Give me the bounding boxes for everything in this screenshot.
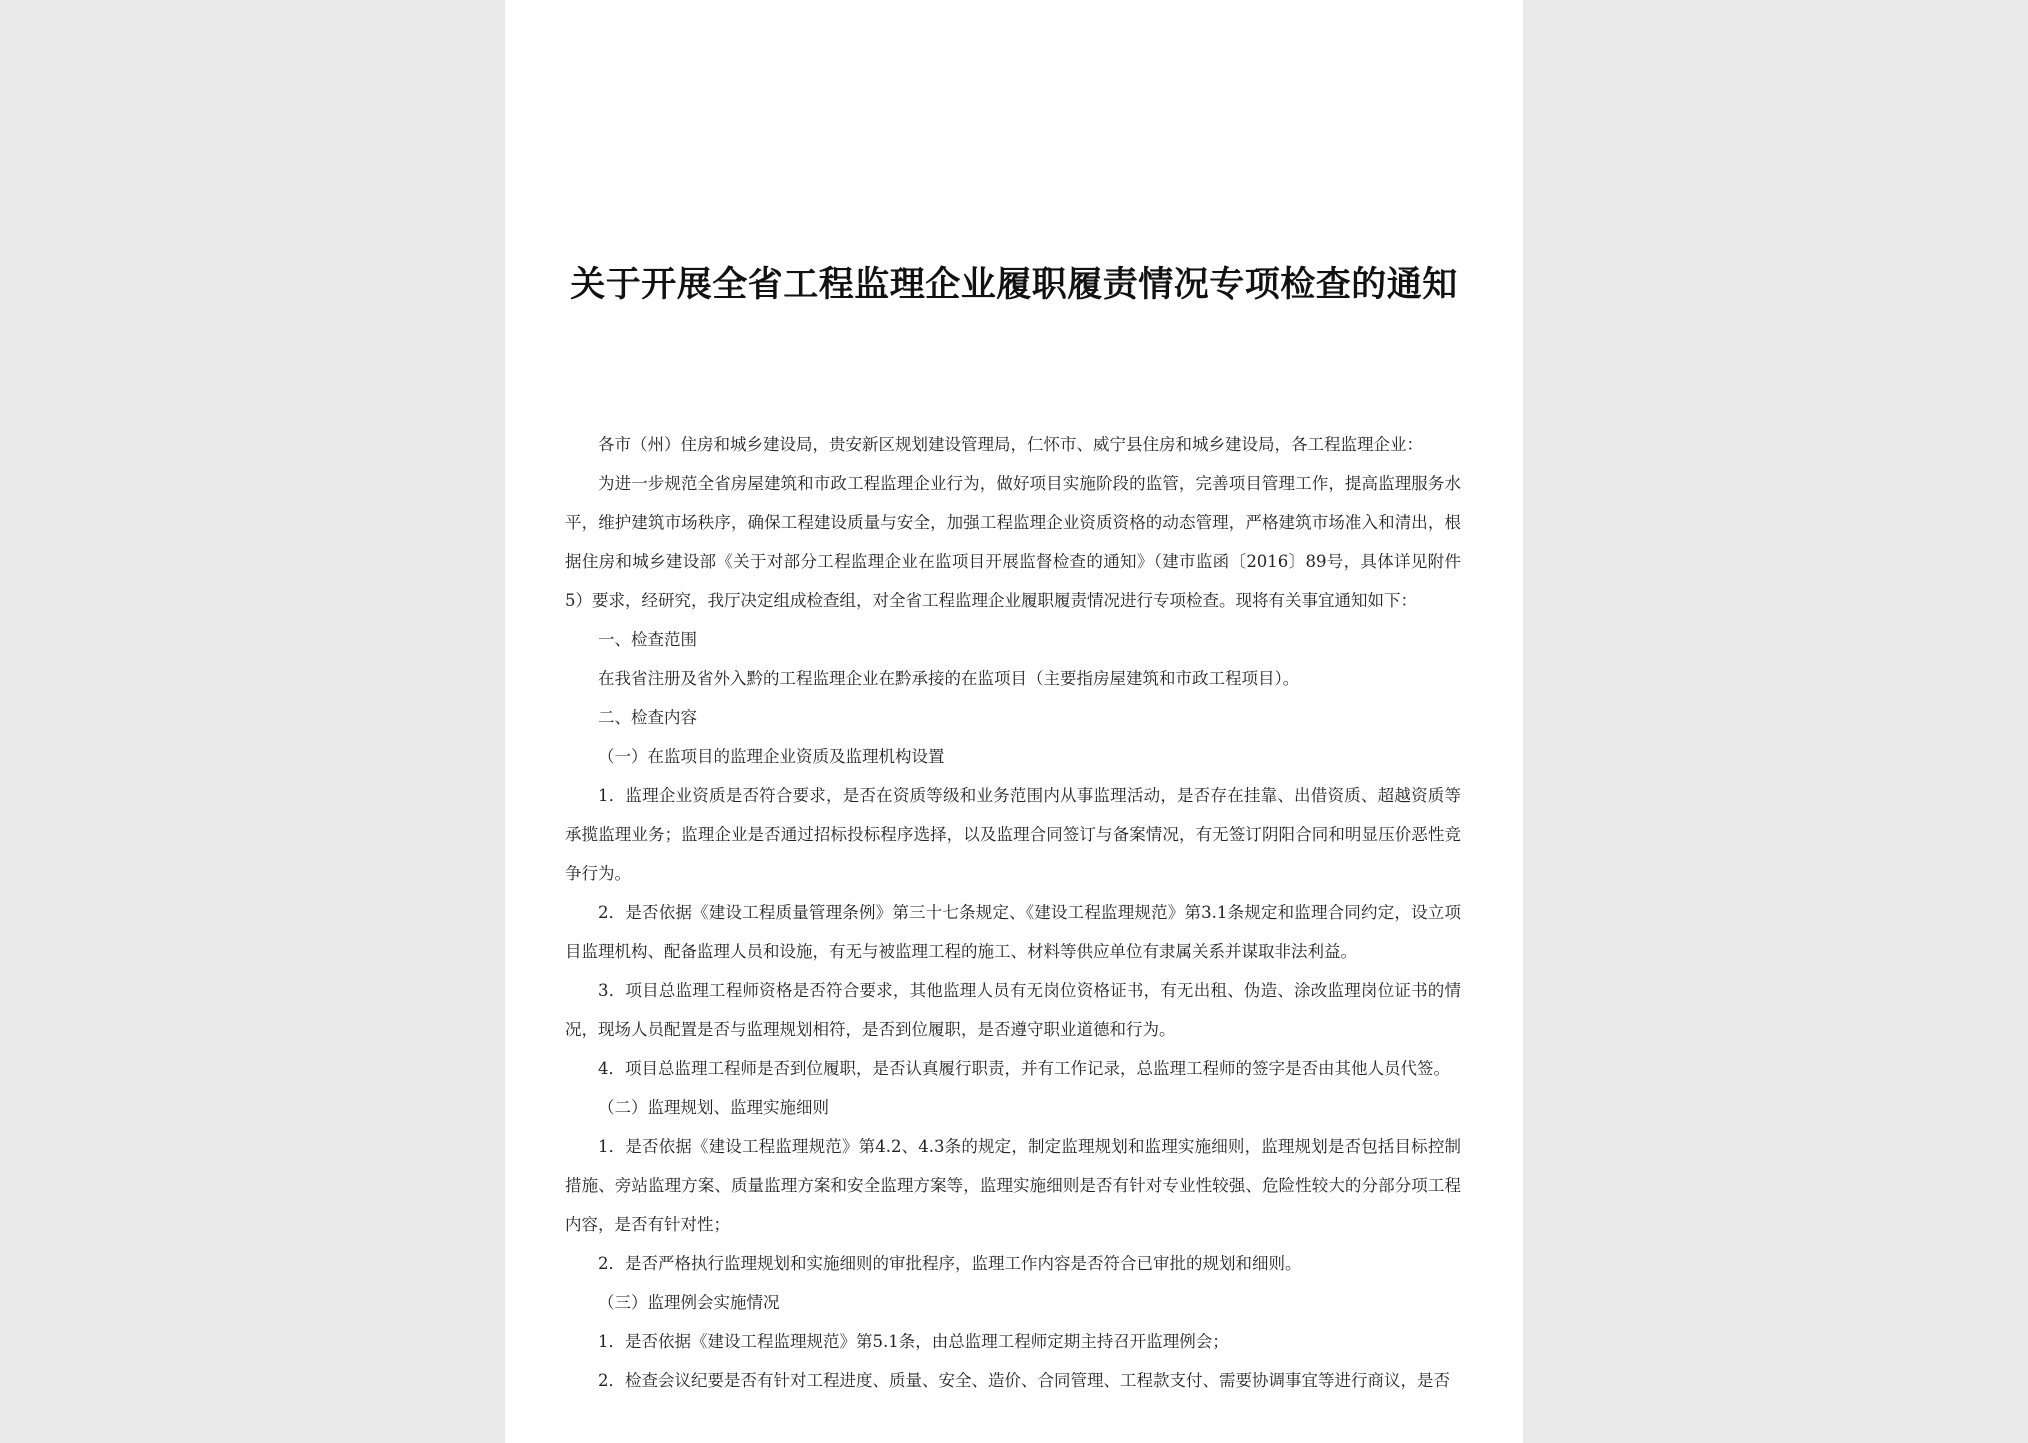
paragraph-item: 2．检查会议纪要是否有针对工程进度、质量、安全、造价、合同管理、工程款支付、需要协调事宜等进行商议，是否 [598, 1371, 1450, 1390]
paragraph-intro: 为进一步规范全省房屋建筑和市政工程监理企业行为，做好项目实施阶段的监管，完善项目管理工作，提高监理服务水平，维护建筑市场秩序，确保工程建设质量与安全，加强工程监理企业资质资格的动态管理，严格建筑市场准入和清出，根据住房和城乡建设部《关于对部分工程监理企业在监项目开展监督检查的通知》（建市监函〔2016〕89号，具体详见附件5）要求，经研究，我厅决定组成检查组，对全省工程监理企业履职履责情况进行专项检查。现将有关事宜通知如下： [565, 474, 1461, 610]
document-body [565, 425, 1461, 1400]
paragraph-item: 3．项目总监理工程师资格是否符合要求，其他监理人员有无岗位资格证书，有无出租、伪造、涂改监理岗位证书的情况，现场人员配置是否与监理规划相符，是否到位履职，是否遵守职业道德和行为。 [565, 981, 1461, 1039]
addressee: 各市（州）住房和城乡建设局，贵安新区规划建设管理局，仁怀市、威宁县住房和城乡建设局，各工程监理企业： [598, 435, 1423, 454]
document-title: 关于开展全省工程监理企业履职履责情况专项检查的通知 [570, 264, 1458, 305]
document-page [505, 0, 1523, 1443]
paragraph-item: 4．项目总监理工程师是否到位履职，是否认真履行职责，并有工作记录，总监理工程师的签字是否由其他人员代签。 [598, 1059, 1450, 1078]
paragraph-item: 1．监理企业资质是否符合要求，是否在资质等级和业务范围内从事监理活动，是否存在挂靠、出借资质、超越资质等承揽监理业务；监理企业是否通过招标投标程序选择，以及监理合同签订与备案情况，有无签订阴阳合同和明显压价恶性竞争行为。 [565, 786, 1461, 883]
subsection-heading-1: （一）在监项目的监理企业资质及监理机构设置 [598, 747, 945, 766]
subsection-heading-3: （三）监理例会实施情况 [598, 1293, 780, 1312]
paragraph-item: 1．是否依据《建设工程监理规范》第4.2、4.3条的规定，制定监理规划和监理实施细则，监理规划是否包括目标控制措施、旁站监理方案、质量监理方案和安全监理方案等，监理实施细则是否有针对专业性较强、危险性较大的分部分项工程内容，是否有针对性； [565, 1137, 1461, 1234]
paragraph-item: 1．是否依据《建设工程监理规范》第5.1条，由总监理工程师定期主持召开监理例会； [598, 1332, 1229, 1351]
paragraph-item: 2．是否依据《建设工程质量管理条例》第三十七条规定、《建设工程监理规范》第3.1条规定和监理合同约定，设立项目监理机构、配备监理人员和设施，有无与被监理工程的施工、材料等供应单位有隶属关系并谋取非法利益。 [565, 903, 1461, 961]
paragraph-scope: 在我省注册及省外入黔的工程监理企业在黔承接的在监项目（主要指房屋建筑和市政工程项目）。 [598, 669, 1300, 688]
paragraph-item: 2．是否严格执行监理规划和实施细则的审批程序，监理工作内容是否符合已审批的规划和细则。 [598, 1254, 1302, 1273]
subsection-heading-2: （二）监理规划、监理实施细则 [598, 1098, 829, 1117]
section-heading-1: 一、检查范围 [598, 630, 697, 649]
section-heading-2: 二、检查内容 [598, 708, 697, 727]
